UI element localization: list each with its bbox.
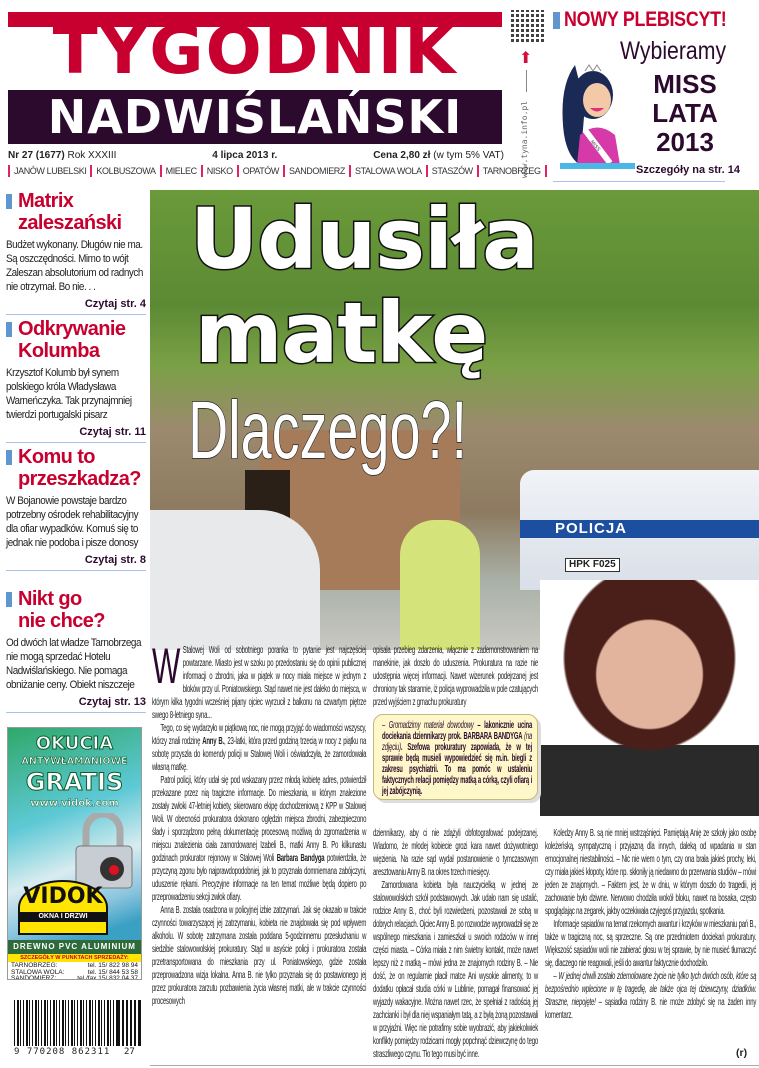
teaser-text: Budżet wykonany. Długów nie ma. Są oszczędności. Mimo to wójt Zaleszan absolutorium od radnych nie otrzymał. Bo nie. . . — [6, 239, 143, 293]
divider — [545, 165, 547, 177]
website-url[interactable]: www.tyna.info.pl — [520, 100, 529, 178]
teaser-text: W Bojanowie powstaje bardzo potrzebny ośrodek rehabilitacyjny dla ofiar wypadków. Komuś się to jednak nie podoba i pisze donosy — [6, 495, 139, 549]
ad-line1: OKUCIA — [35, 733, 114, 754]
text-run: Tego, co się wydarzyło w piątkową noc, nie mogą przyjąć do wiadomości wszyscy, którzy znali rodzinę — [152, 723, 367, 747]
drop-cap: W — [152, 638, 181, 694]
read-more-link[interactable]: Czytaj str. 4 — [84, 298, 146, 310]
teaser[interactable] — [6, 318, 146, 443]
paragraph — [152, 722, 366, 774]
cyclist — [400, 520, 480, 650]
price-note: (w tym 5% VAT) — [433, 150, 504, 161]
teaser-title-line: przeszkadza? — [18, 468, 141, 490]
quote-box — [373, 714, 538, 800]
teaser-title-line: zaleszański — [18, 212, 122, 234]
ad-tel: tel. 15/ 822 98 94 — [87, 962, 138, 969]
logo-nadwislanski: NADWIŚLAŃSKI — [47, 90, 463, 144]
read-more-link[interactable]: Czytaj str. 11 — [79, 426, 146, 438]
teaser-title-line: Odkrywanie — [18, 318, 126, 340]
ad-phones — [8, 962, 141, 980]
ad-phone-row — [11, 976, 138, 980]
car — [150, 510, 320, 650]
quote-italic: (na zdjęciu) — [382, 730, 533, 753]
paragraph: Informacje sąsiadów na temat rzekomych awantur i krzyków w mieszkaniu pań B., także w tragiczną noc, są sprzeczne. Są one przedmiotem dociekań prokuratury. Większość sąsiadów woli nie zabierać głosu w tej sprawie, by nie musieć tłumaczyć się, dlaczego nie reagowali, jeśli do awantur faktycznie dochodziło. — [545, 919, 757, 969]
barcode-addon — [118, 1000, 140, 1046]
quote-text — [382, 720, 532, 797]
teaser-title-line: Komu to — [18, 446, 95, 468]
vidok-advertisement[interactable] — [7, 727, 142, 980]
teaser-text: Krzysztof Kolumb był synem polskiego króla Władysława Warneńczyka. Tak przynajmniej twierdzi portugalski pisarz — [6, 367, 132, 421]
paragraph: Koledzy Anny B. są nie mniej wstrząśnięci. Pamiętają Anię ze szkoły jako osobę koleżeńską, sympatyczną i przyjazną dla innych, daleką od wpadania w stan emocjonalnej niestabilności. – Nic nie wiem o tym, czy ona brała jakieś prochy, leki, czy miała jakieś kłopoty, które np. skłoniły ją niedawno do przerwania studiów – mówi jeden ze znajomych. – Faktem jest, że w dniu, w którym doszło do tragedii, jej zachowanie było dziwne. Nerwowo chodziła wokół bloku, nawet na bosaka, często spoglądając na zegarek, jakby oczekiwała czyjegoś przyjazdu, spotkania. — [545, 828, 757, 917]
town-link[interactable]: NISKO — [201, 165, 237, 177]
ad-city: TARNOBRZEG: — [11, 962, 58, 969]
teaser-title — [6, 588, 146, 632]
paragraph — [152, 638, 367, 722]
ad-tel: tel. 15/ 844 53 58 — [87, 968, 138, 976]
quote-italic: – W jednej chwili zostało zdemolowane życie nie tylko tych dwóch osób, które są bezpośrednio wplecione w tę tragedię, ale także ojca tej dziewczyny, dziadków. Straszne, niepojęte! — [545, 971, 757, 1008]
name-bold: Barbara Bandyga — [276, 853, 325, 864]
ad-tel: tel./fax 15/ 832 04 37 — [77, 975, 138, 980]
headline-line2: matkę — [195, 284, 488, 382]
article-column-2-bottom — [373, 827, 538, 1061]
teaser-title — [6, 318, 146, 362]
text-run: Stalowej Woli od sobotniego poranka to pytanie jest najczęściej powtarzane. Miasto jest w szoku po przedostaniu się do opinii publicznej informacji o zbrodni, jaka w piątek w nocy miała miejsce w jednym z bloków przy ul. Poniatowskiego. Stąd nawet nie jest daleko do miejsca, w którym kilka tygodni wcześniej pijany ojciec wyrzucił z balkonu na czwartym piętrze swego 8-letniego syna... — [152, 645, 367, 721]
town-link[interactable]: STALOWA WOLA — [349, 165, 426, 177]
text-run: potwierdziła, że przyczyną zgonu było najprawdopodobniej, jak to przyznała domniemana zabójczyni, uduszenie rękami. Precyzyjne informacje na ten temat możliwe będą dopiero po przeprowadzeniu sekcji zwłok ofiary. — [152, 853, 367, 903]
arrow-up-icon: ⬆ — [519, 50, 533, 67]
headline-line1: Udusiła — [190, 190, 538, 288]
town-link[interactable]: STASZÓW — [426, 165, 477, 177]
barcode-number: 9 770208 862311 — [14, 1047, 111, 1057]
paragraph: Zamordowana kobieta była nauczycielką w jednej ze stalowowolskich szkół podstawowych. Jak udało nam się ustalić, rodzice Anny B., choć byli rozwiedzeni, pozostawali ze sobą w dobrych relacjach. Ojciec Anny B. po rozwodzie wyprowadził się ze wspólnego mieszkania i zamieszkał u swoich rodziców w innej części miasta. – Córka miała z nim świetny kontakt, może nawet lepszy niż z matką – mówi jedna ze znajomych rodziny B. – Nie dość, że on regularnie płacił matce Ani wysokie alimenty, to w dodatku opłacał studia córki w Lublinie, pomagał finansować jej wyjazdy wakacyjne. Można nawet rzec, że spełniał z radością jej zachcianki i był dla niej wspaniałym tatą, a z byłą żoną pozostawali w przyjaźni. Więc nie potrafimy sobie wyobrazić, aby jakiekolwiek konflikty pomiędzy rodzicami mogły popchnąć dziewczynę do tego straszliwego czynu. Tło tego musi być inne. — [373, 880, 538, 1060]
author-signature: (r) — [736, 1047, 748, 1059]
logo-tygodnik: TYGODNIK — [52, 12, 458, 89]
license-plate: HPK F025 — [565, 558, 620, 572]
divider — [553, 181, 725, 182]
town-link[interactable]: MIELEC — [160, 165, 201, 177]
prosecutor-photo — [540, 580, 759, 816]
plebiscyt-miss — [640, 70, 730, 157]
text-run: Anna B. została osadzona w policyjnej izbie zatrzymań. Jak się okazało w trakcie czynności towarzyszącej jej zatrzymaniu, kobieta nie znajdowała się pod wpływem alkoholu. W sobotę zatrzymana została poddana 5-godzinnemu przesłuchaniu w siedzibie stalowowolskiej prokuratury. Stąd w asyście policji i prokuratora została przetransportowana do mieszkania przy ul. Poniatowskiego, gdzie została przeprowadzona wizja lokalna. Anna B. nie tylko przyznała się do postawionego jej przez prokuratora zarzutu pozbawienia życia własnej matki, ale w trakcie czynności procesowych — [152, 905, 367, 1007]
ad-materials: DREWNO PVC ALUMINIUM — [8, 940, 141, 954]
ad-url: www.vidok.com — [30, 798, 119, 809]
section-marker — [6, 450, 12, 465]
qr-code[interactable] — [511, 10, 545, 44]
teaser-title — [6, 190, 146, 234]
teaser[interactable] — [6, 190, 146, 315]
price-value: Cena 2,80 zł — [373, 150, 431, 161]
read-more-link[interactable]: Czytaj str. 8 — [84, 554, 146, 566]
vidok-brand: VIDOK — [23, 884, 103, 909]
plebiscyt-title: NOWY PLEBISCYT! — [564, 8, 727, 31]
divider — [526, 70, 527, 92]
read-more-link[interactable]: Czytaj str. 13 — [78, 696, 146, 708]
section-marker — [6, 322, 12, 337]
town-link[interactable]: OPATÓW — [237, 165, 283, 177]
town-link[interactable]: SANDOMIERZ — [283, 165, 349, 177]
name-bold: Anny B. — [202, 736, 224, 747]
issue-info-line — [8, 150, 504, 162]
article-column-1 — [152, 638, 367, 1008]
paragraph: dziennikarzy, aby ci nie zdążyli obfotografować podejrzanej. Wiadomo, że młodej kobiecie grozi kara nawet dożywotniego więzienia. Na razie sąd wydał postanowienie o tymczasowym aresztowaniu Anny B. na okres trzech miesięcy. — [373, 828, 538, 878]
article-column-2-top — [373, 644, 538, 709]
barcode-addon-number: 27 — [124, 1047, 135, 1057]
quote-italic: – Gromadzimy materiał dowodowy — [382, 719, 474, 731]
teaser-title-line: nie chce? — [18, 610, 105, 632]
divider — [6, 712, 146, 713]
plebiscyt-wybieramy: Wybieramy — [620, 37, 727, 65]
issue-number — [8, 150, 116, 162]
towns-list — [8, 165, 547, 177]
town-link[interactable]: TARNOBRZEG — [477, 165, 545, 177]
article-column-3 — [545, 827, 756, 1022]
price — [373, 150, 504, 162]
divider — [150, 1065, 759, 1066]
divider — [6, 570, 146, 571]
subheadline: Dlaczego?! — [188, 385, 467, 476]
ad-line2: ANTYWŁAMANIOWE — [21, 756, 128, 767]
ad-line3: GRATIS — [25, 768, 124, 796]
section-marker — [553, 12, 560, 29]
lata-line: LATA — [652, 98, 718, 128]
teaser-title — [6, 446, 146, 490]
ad-info: SZCZEGÓŁY W PUNKTACH SPRZEDAŻY: — [8, 954, 141, 962]
teaser-title-line: Nikt go — [18, 588, 82, 610]
paragraph: opisała przebieg zdarzenia, włącznie z zademonstrowaniem na manekinie, jak doszło do uduszenia. Prokuratura na razie nie udostępnia więcej informacji. Nawet wizerunek podejrzanej jest chroniony tak starannie, iż policja wyprowadziła w pole czatujących przed wyjściem z gmachu prokuratury — [373, 645, 538, 708]
vidok-sub: OKNA I DRZWI — [20, 912, 106, 922]
text-run: , 23-latki, która przed godziną trzecią w nocy z piątku na sobotę przyszła do komendy policji w Stalowej Woli i oświadczyła, że zamordowała własną matkę. — [152, 736, 367, 773]
text-run: – sąsiadka rodziny B. nie może zdobyć się na żaden inny komentarz. — [545, 997, 757, 1021]
quote-body: – lakonicznie ucina dociekania dziennikarzy prok. BARBARA BANDYGA — [382, 719, 533, 742]
section-marker — [6, 592, 12, 607]
divider — [6, 314, 146, 315]
vidok-logo — [18, 880, 108, 935]
section-marker — [6, 194, 12, 209]
issue-number-bold: Nr 27 (1677) — [8, 150, 65, 161]
teaser[interactable] — [6, 588, 146, 713]
plebiscyt-details[interactable]: Szczegóły na str. 14 — [636, 164, 740, 176]
year-line: 2013 — [656, 127, 714, 157]
paragraph — [152, 904, 366, 1008]
miss-line: MISS — [653, 69, 717, 99]
divider — [6, 442, 146, 443]
sash-text: MISS — [588, 139, 602, 153]
town-link[interactable]: JANÓW LUBELSKI — [8, 165, 90, 177]
teaser-text: Od dwóch lat władze Tarnobrzega nie mogą sprzedać Hotelu Nadwiślańskiego. Nie pomaga obniżanie ceny. Obiekt niszczeje — [6, 637, 142, 691]
issue-year: Rok XXXIII — [67, 150, 117, 161]
van-label: POLICJA — [555, 520, 628, 537]
teaser-title-line: Kolumba — [18, 340, 100, 362]
text-run: Patrol policji, który udał się pod wskazany przez młodą kobietę adres, potwierdził przekazane przez nią tragiczne informacje. Do mieszkania, w którym znalezione zostały zwłoki 47-letniej kobiety, skierowano ekipę dochodzeniową z KPP w Stalowej Woli. W obecności prokuratora dokonano oględzin miejsca zbrodni, zabezpieczono ślady i sporządzono pełną dokumentację procesową możliwą do zgromadzenia w miejscu znalezienia ciała zamordowanej Izabeli B., matki Anny B. Po kilkunastu godzinach prokurator rejonowy w Stalowej Woli — [152, 775, 367, 864]
teaser[interactable] — [6, 446, 146, 571]
ad-city: SANDOMIERZ: — [11, 975, 57, 980]
paragraph — [152, 774, 366, 904]
teaser-title-line: Matrix — [18, 190, 74, 212]
quote-body: . Szefowa prokuratury zapowiada, że w tej sprawie będą musieli wypowiedzieć się m.in. biegli z zakresu psychiatrii. To ma pomóc w ustaleniu faktycznych relacji pomiędzy matką a córką, czyli ofiarą i jej zabójczynią. — [382, 741, 533, 797]
issue-date: 4 lipca 2013 r. — [212, 150, 278, 161]
town-link[interactable]: KOLBUSZOWA — [90, 165, 159, 177]
paragraph — [545, 970, 756, 1022]
ad-city: STALOWA WOLA: — [11, 968, 65, 976]
